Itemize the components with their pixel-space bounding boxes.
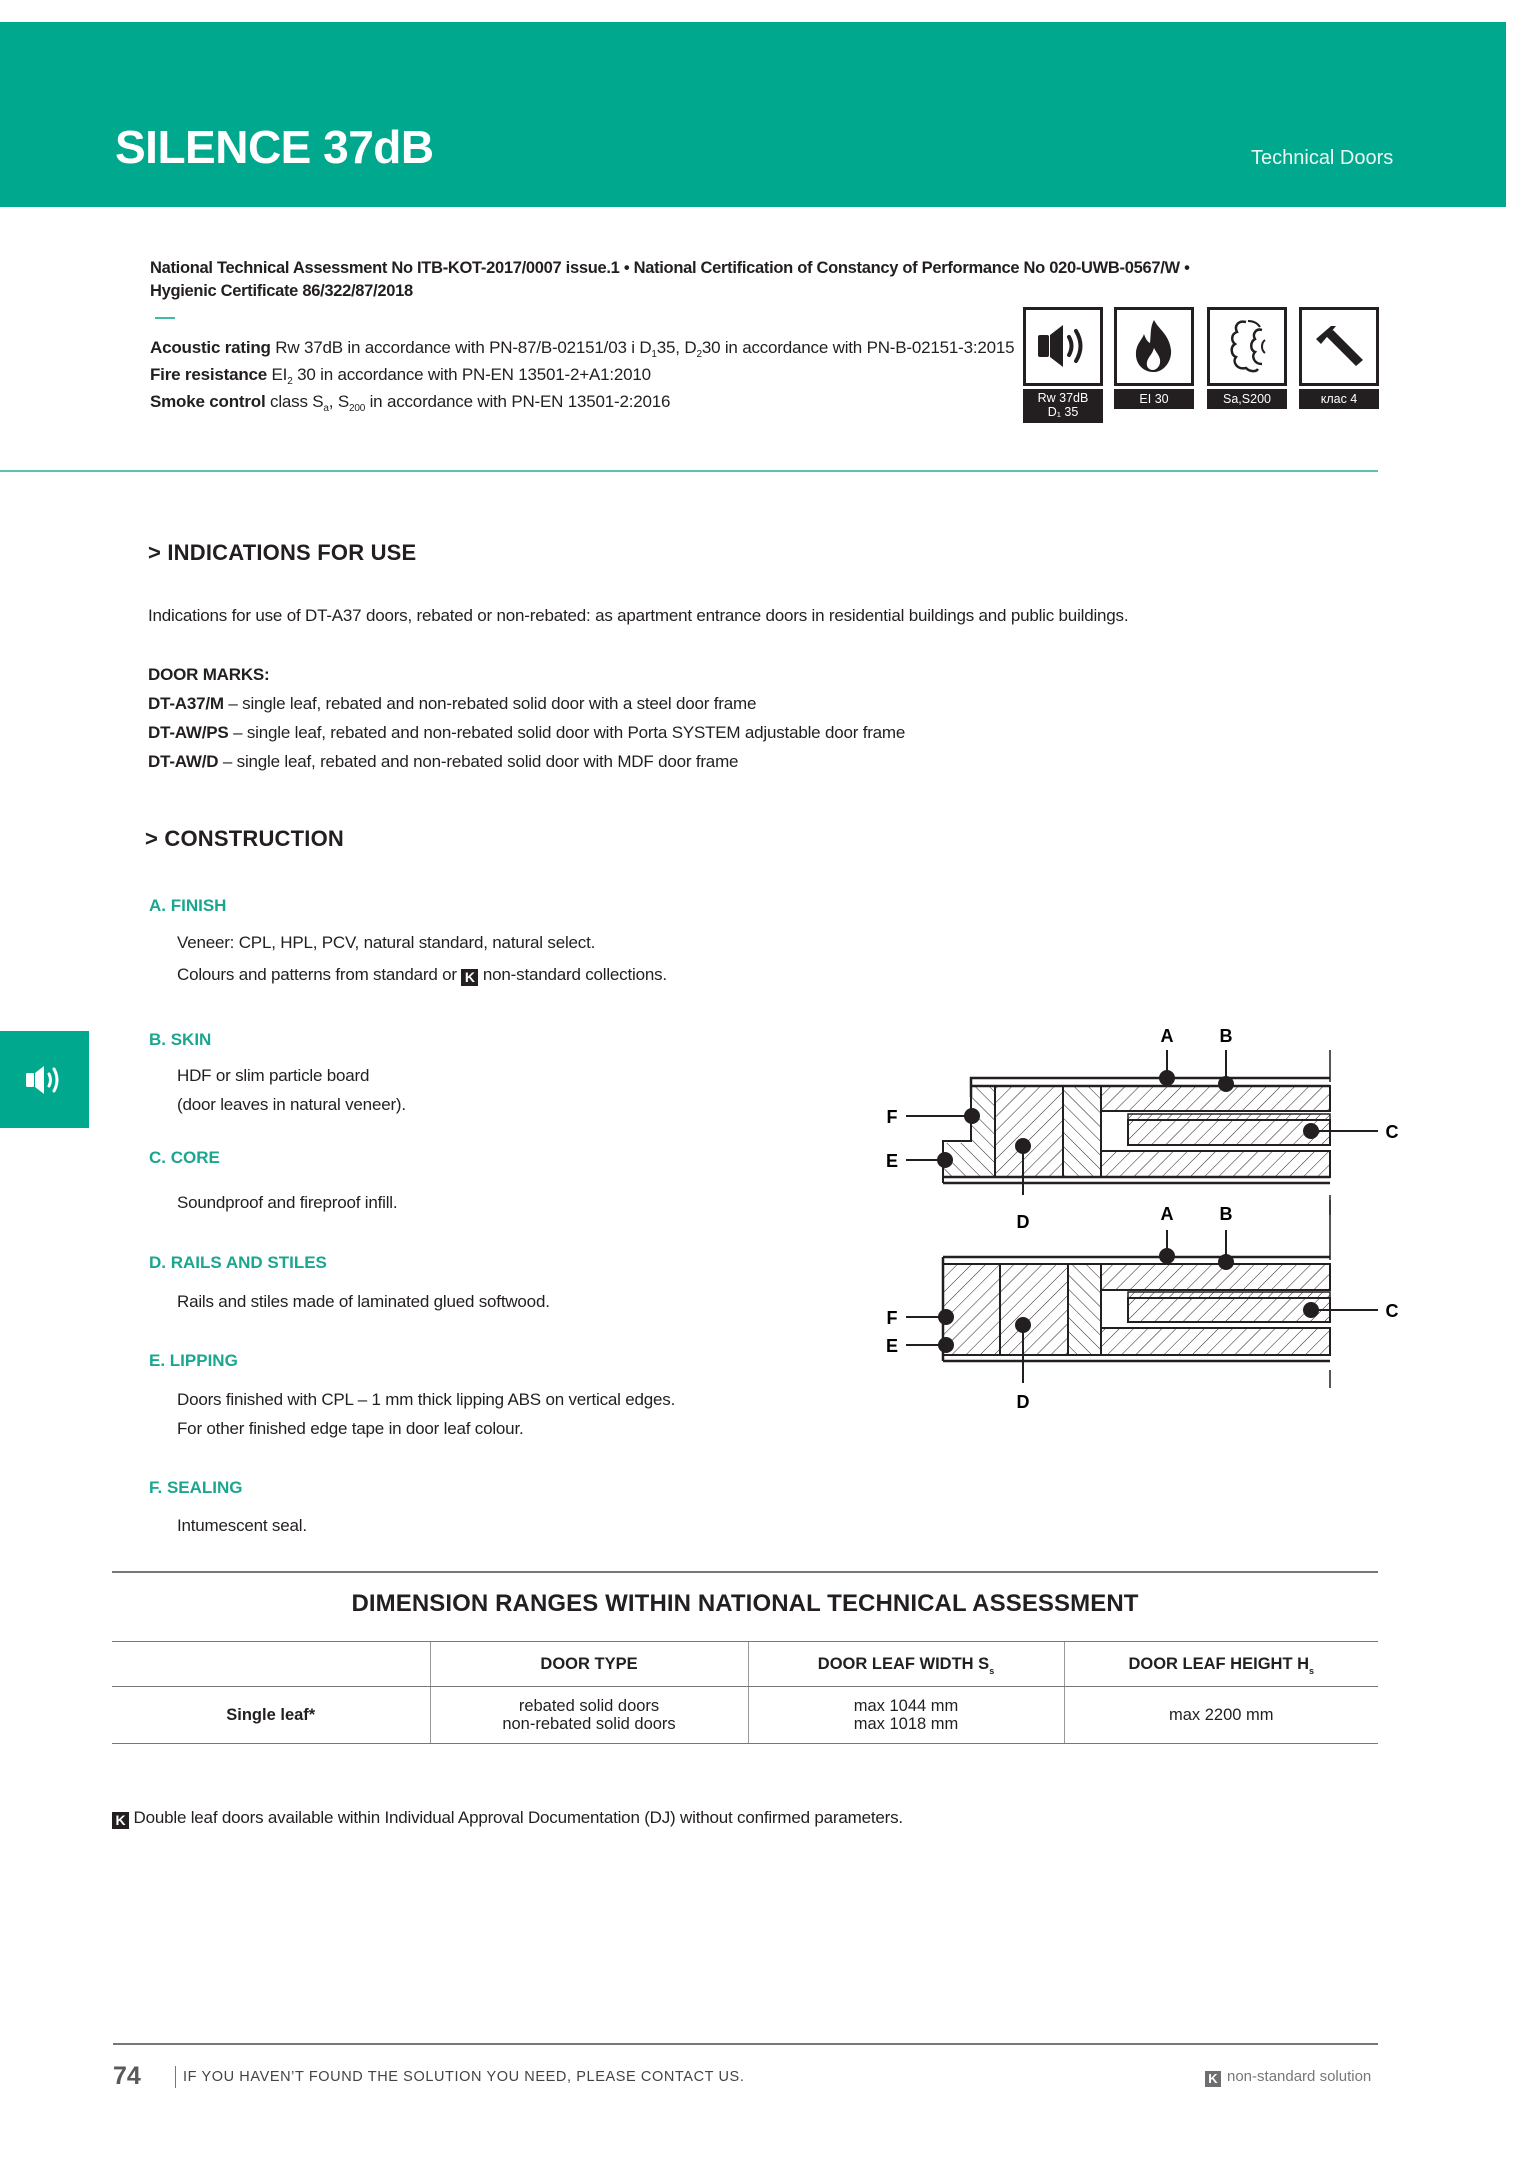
dimensions-table [112, 1641, 1378, 1744]
label-f: F [886, 1308, 898, 1328]
rails-title: D. RAILS AND STILES [149, 1253, 327, 1272]
lipping-text: Doors finished with CPL – 1 mm thick lipping ABS on vertical edges. [177, 1390, 676, 1409]
lipping-title: E. LIPPING [149, 1351, 238, 1370]
door-mark-item: DT-A37/M – single leaf, rebated and non-rebated solid door with a steel door frame [148, 694, 757, 713]
header-door-type: DOOR TYPE [430, 1642, 748, 1687]
sealing-title: F. SEALING [149, 1478, 243, 1497]
finish-title: A. FINISH [149, 896, 227, 915]
page-title: SILENCE 37dB [115, 121, 434, 173]
footer-rule [113, 2043, 1378, 2045]
header-banner [0, 22, 1506, 207]
skin-text: HDF or slim particle board [177, 1066, 370, 1085]
badge-smoke-label: Sa,S200 [1207, 389, 1287, 409]
label-b: B [1219, 1204, 1233, 1224]
cell-width: max 1044 mm max 1018 mm [748, 1687, 1064, 1744]
sealing-text: Intumescent seal. [177, 1516, 307, 1535]
indications-text: Indications for use of DT-A37 doors, rebated or non-rebated: as apartment entrance doors in residential buildings and public buildings. [148, 606, 1129, 625]
smoke-control: Smoke control class $S_a$, $S_{200}$ in accordance with PN-EN 13501-2:2016 [150, 392, 671, 414]
speaker-icon [1023, 307, 1103, 386]
cell-height: max 2200 mm [1064, 1687, 1378, 1744]
header-leaf-width: DOOR LEAF WIDTH $S_s$ [748, 1642, 1064, 1687]
finish-text-2: Colours and patterns from standard or K non-standard collections. [177, 965, 667, 985]
k-logo-icon: K [112, 1812, 129, 1829]
door-cross-section-diagram [880, 1020, 1420, 1440]
footer-divider [175, 2066, 176, 2088]
k-logo-icon: K [461, 969, 478, 986]
skin-title: B. SKIN [149, 1030, 212, 1049]
side-tab[interactable] [0, 1031, 89, 1128]
label-a: A [1160, 1204, 1174, 1224]
label-e: E [885, 1151, 899, 1171]
skin-text-2: (door leaves in natural veneer). [177, 1095, 406, 1114]
section-divider [0, 470, 1378, 472]
core-text: Soundproof and fireproof infill. [177, 1193, 398, 1212]
table-header-row [112, 1642, 1378, 1687]
cell-leaf: Single leaf* [112, 1687, 430, 1744]
acoustic-rating: Acoustic rating Rw 37dB in accordance with PN-87/B-02151/03 i $D_135$, $D_230$ in accordance with PN-B-02151-3:2015 [150, 338, 1015, 360]
fire-resistance: Fire resistance $EI_2$ 30 in accordance with PN-EN 13501-2+A1:2010 [150, 365, 651, 387]
cert-line-2: Hygienic Certificate 86/322/87/2018 [150, 282, 413, 300]
table-top-rule [112, 1571, 1378, 1573]
cert-line-1: National Technical Assessment No ITB-KOT-2017/0007 issue.1 • National Certification of Constancy of Performance No 020-UWB-0567/W • [150, 259, 1190, 277]
cell-door-type: rebated solid doors non-rebated solid doors [430, 1687, 748, 1744]
hammer-icon [1299, 307, 1379, 386]
label-e: E [885, 1336, 899, 1356]
rebated-section [886, 1026, 1399, 1232]
label-f: F [886, 1107, 898, 1127]
header-cell [112, 1642, 430, 1687]
finish-text: Veneer: CPL, HPL, PCV, natural standard, natural select. [177, 933, 596, 952]
header-leaf-height: DOOR LEAF HEIGHT $H_s$ [1064, 1642, 1378, 1687]
smoke-icon [1207, 307, 1287, 386]
speaker-icon [0, 1031, 89, 1128]
footer-non-standard: K non-standard solution [1205, 2068, 1371, 2087]
lipping-text-2: For other finished edge tape in door leaf colour. [177, 1419, 524, 1438]
divider-dash [155, 317, 175, 319]
page-number: 74 [113, 2062, 141, 2090]
label-a: A [1160, 1026, 1174, 1046]
core-title: C. CORE [149, 1148, 220, 1167]
indications-heading: > INDICATIONS FOR USE [148, 540, 417, 565]
rails-text: Rails and stiles made of laminated glued softwood. [177, 1292, 550, 1311]
label-c: C [1385, 1301, 1399, 1321]
category-label: Technical Doors [1251, 147, 1394, 169]
k-logo-icon: K [1205, 2071, 1221, 2087]
label-c: C [1385, 1122, 1399, 1142]
badge-class-label: клас 4 [1299, 389, 1379, 409]
non-rebated-section [886, 1200, 1399, 1412]
badge-fire-label: EI 30 [1114, 389, 1194, 409]
label-d: D [1016, 1392, 1030, 1412]
label-d: D [1016, 1212, 1030, 1232]
table-row [112, 1687, 1378, 1744]
flame-icon [1114, 307, 1194, 386]
certifications [150, 257, 1280, 303]
construction-heading: > CONSTRUCTION [145, 826, 344, 851]
badge-acoustic-label: Rw 37dB D₁ 35 [1023, 389, 1103, 423]
door-mark-item: DT-AW/D – single leaf, rebated and non-rebated solid door with MDF door frame [148, 752, 739, 771]
label-b: B [1219, 1026, 1233, 1046]
door-mark-item: DT-AW/PS – single leaf, rebated and non-rebated solid door with Porta SYSTEM adjustable door frame [148, 723, 906, 742]
door-marks-heading: DOOR MARKS: [148, 665, 270, 684]
dimensions-table-title: DIMENSION RANGES WITHIN NATIONAL TECHNICAL ASSESSMENT [351, 1590, 1139, 1617]
footer-contact-text: IF YOU HAVEN’T FOUND THE SOLUTION YOU NEED, PLEASE CONTACT US. [183, 2069, 745, 2085]
footnote: K Double leaf doors available within Individual Approval Documentation (DJ) without confirmed parameters. [112, 1808, 903, 1829]
